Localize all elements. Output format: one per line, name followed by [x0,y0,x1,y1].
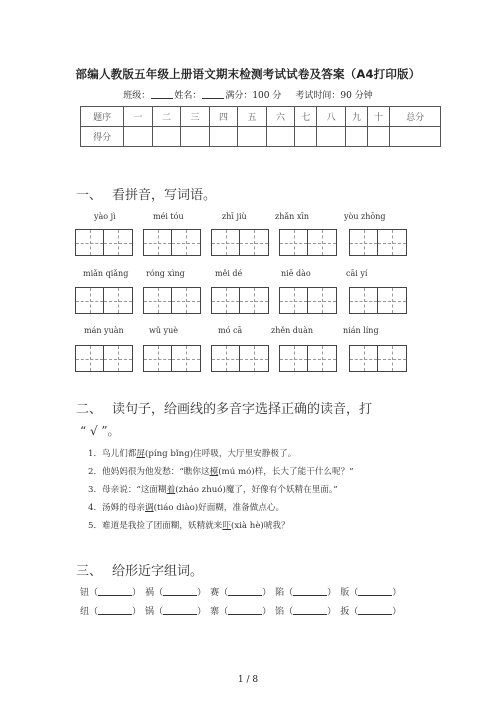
word-item: 版（ ） [340,588,402,598]
score-cell[interactable] [209,127,238,147]
score-header-cell: 二 [152,107,181,127]
score-cell[interactable] [390,127,441,147]
score-cell[interactable] [124,127,153,147]
exam-info-line [0,88,496,101]
section-1-title: 一、 看拼音，写词语。 [76,188,217,203]
word-item: 赛（ ） [210,588,272,598]
grid-cell[interactable] [240,288,268,313]
grid-cell[interactable] [144,288,172,313]
grid-cell[interactable] [240,346,268,371]
pinyin-label: yào jì [94,212,116,221]
writing-grid[interactable] [143,345,201,372]
pinyin-label: niē dào [281,269,311,278]
score-header-cell: 八 [317,107,346,127]
score-cell[interactable] [266,127,295,147]
grid-cell[interactable] [104,346,132,371]
word-item: 锅（ ） [145,607,207,617]
writing-grid[interactable] [211,229,269,256]
grid-cell[interactable] [212,230,240,255]
writing-grid[interactable] [349,345,407,372]
grid-cell[interactable] [280,288,308,313]
grid-cell[interactable] [378,288,406,313]
section-3-title: 三、 给形近字组词。 [76,564,204,579]
polyphonic-char[interactable]: 着 [166,485,176,495]
word-row-1 [80,585,405,598]
pinyin-label: mó cā [218,326,243,335]
word-item: 扳（ ） [340,607,402,617]
grid-cell[interactable] [350,230,378,255]
score-cell[interactable] [152,127,181,147]
answer-blank[interactable] [293,587,327,596]
score-header-cell: 题序 [81,107,124,127]
name-label: 姓名： [174,91,202,101]
document-title: 部编人教版五年级上册语文期末检测考试试卷及答案（A4打印版） [75,67,421,81]
pinyin-label: zhǎn xīn [275,212,310,221]
score-header-cell: 总分 [390,107,441,127]
pinyin-label: róng xìng [146,269,185,278]
grid-cell[interactable] [104,288,132,313]
score-header-cell: 一 [124,107,153,127]
writing-grid[interactable] [211,345,269,372]
answer-blank[interactable] [228,606,262,615]
word-item: 祸（ ） [145,588,207,598]
pinyin-label: wǔ yuè [149,326,178,335]
score-cell[interactable] [368,127,390,147]
word-row-2 [80,604,405,617]
score-cell[interactable] [295,127,317,147]
grid-cell[interactable] [350,346,378,371]
writing-grid[interactable] [349,229,407,256]
score-table [80,106,441,147]
grid-cell[interactable] [172,346,200,371]
answer-blank[interactable] [358,587,392,596]
page-number: 1 / 8 [237,675,259,685]
score-table-header-row [81,107,441,127]
pinyin-label: zhī jiù [222,212,247,221]
class-blank [151,90,173,99]
pinyin-label: cāi yí [346,269,368,278]
grid-cell[interactable] [308,288,336,313]
writing-grid[interactable] [75,229,133,256]
word-item: 馅（ ） [275,607,337,617]
section-2-title-cont: “ √ ”。 [80,424,120,438]
sentence-item: 5．难道是我捡了团面糊，妖精就来吓(xià hè)唬我？ [88,521,290,531]
grid-cell[interactable] [378,230,406,255]
exam-time: 考试时间：90 分钟 [295,91,373,101]
answer-blank[interactable] [228,587,262,596]
sentence-item: 1．鸟儿们都屏(píng bǐng)住呼吸，大厅里安静极了。 [88,449,297,459]
grid-cell[interactable] [76,288,104,313]
grid-cell[interactable] [172,230,200,255]
pinyin-label: měi dé [215,269,243,278]
polyphonic-char[interactable]: 调 [145,503,154,513]
sentence-item: 4．汤姆的母亲调(tiáo diào)好面糊，准备做点心。 [88,503,285,513]
grid-cell[interactable] [308,230,336,255]
word-item: 寨（ ） [210,607,272,617]
polyphonic-char[interactable]: 模 [209,467,219,477]
pinyin-label: méi tóu [153,212,184,221]
writing-grid[interactable] [211,287,269,314]
score-header-cell: 五 [238,107,267,127]
grid-cell[interactable] [240,230,268,255]
score-header-cell: 九 [345,107,367,127]
pinyin-label: miǎn qiǎng [83,269,129,278]
grid-cell[interactable] [280,230,308,255]
sentence-item: 2．他妈妈很为他发愁：“瞧你这模(mú mó)样，长大了能干什么呢？” [88,467,354,477]
score-table-score-row [81,127,441,147]
answer-blank[interactable] [163,587,197,596]
polyphonic-char[interactable]: 吓 [222,521,231,531]
sentence-item: 3．母亲说：“这面糊着(zháo zhuó)魔了，好像有个妖精在里面。” [88,485,338,495]
score-header-cell: 四 [209,107,238,127]
answer-blank[interactable] [98,587,132,596]
grid-cell[interactable] [212,288,240,313]
full-score: 满分：100 分 [225,91,282,101]
answer-blank[interactable] [163,606,197,615]
score-header-cell: 七 [295,107,317,127]
pinyin-label: yòu zhōng [344,212,386,221]
writing-grid[interactable] [279,229,337,256]
score-cell[interactable] [345,127,367,147]
writing-grid[interactable] [75,345,133,372]
word-item: 钮（ ） [80,588,142,598]
grid-cell[interactable] [308,346,336,371]
writing-grid[interactable] [143,287,201,314]
grid-cell[interactable] [76,346,104,371]
answer-blank[interactable] [358,606,392,615]
grid-cell[interactable] [144,230,172,255]
score-header-cell: 十 [368,107,390,127]
score-cell[interactable] [181,127,210,147]
score-cell[interactable] [238,127,267,147]
word-item: 纽（ ） [80,607,142,617]
writing-grid[interactable] [279,287,337,314]
score-cell[interactable] [317,127,346,147]
grid-cell[interactable] [104,230,132,255]
answer-blank[interactable] [293,606,327,615]
grid-cell[interactable] [212,346,240,371]
pinyin-label: nián líng [343,326,379,335]
grid-cell[interactable] [144,346,172,371]
grid-cell[interactable] [280,346,308,371]
writing-grid[interactable] [349,287,407,314]
pinyin-label: mán yuàn [84,326,124,335]
writing-grid[interactable] [75,287,133,314]
writing-grid[interactable] [279,345,337,372]
polyphonic-char[interactable]: 屏 [136,449,146,459]
class-label: 班级： [123,91,151,101]
writing-grid[interactable] [143,229,201,256]
score-header-cell: 六 [266,107,295,127]
grid-cell[interactable] [350,288,378,313]
section-2-title: 二、 读句子，给画线的多音字选择正确的读音，打 [76,402,373,417]
score-header-cell: 三 [181,107,210,127]
grid-cell[interactable] [378,346,406,371]
name-blank [202,90,224,99]
score-row-label: 得分 [81,127,124,147]
grid-cell[interactable] [76,230,104,255]
word-item: 陷（ ） [275,588,337,598]
grid-cell[interactable] [172,288,200,313]
pinyin-label: zhěn duàn [271,326,313,335]
answer-blank[interactable] [98,606,132,615]
